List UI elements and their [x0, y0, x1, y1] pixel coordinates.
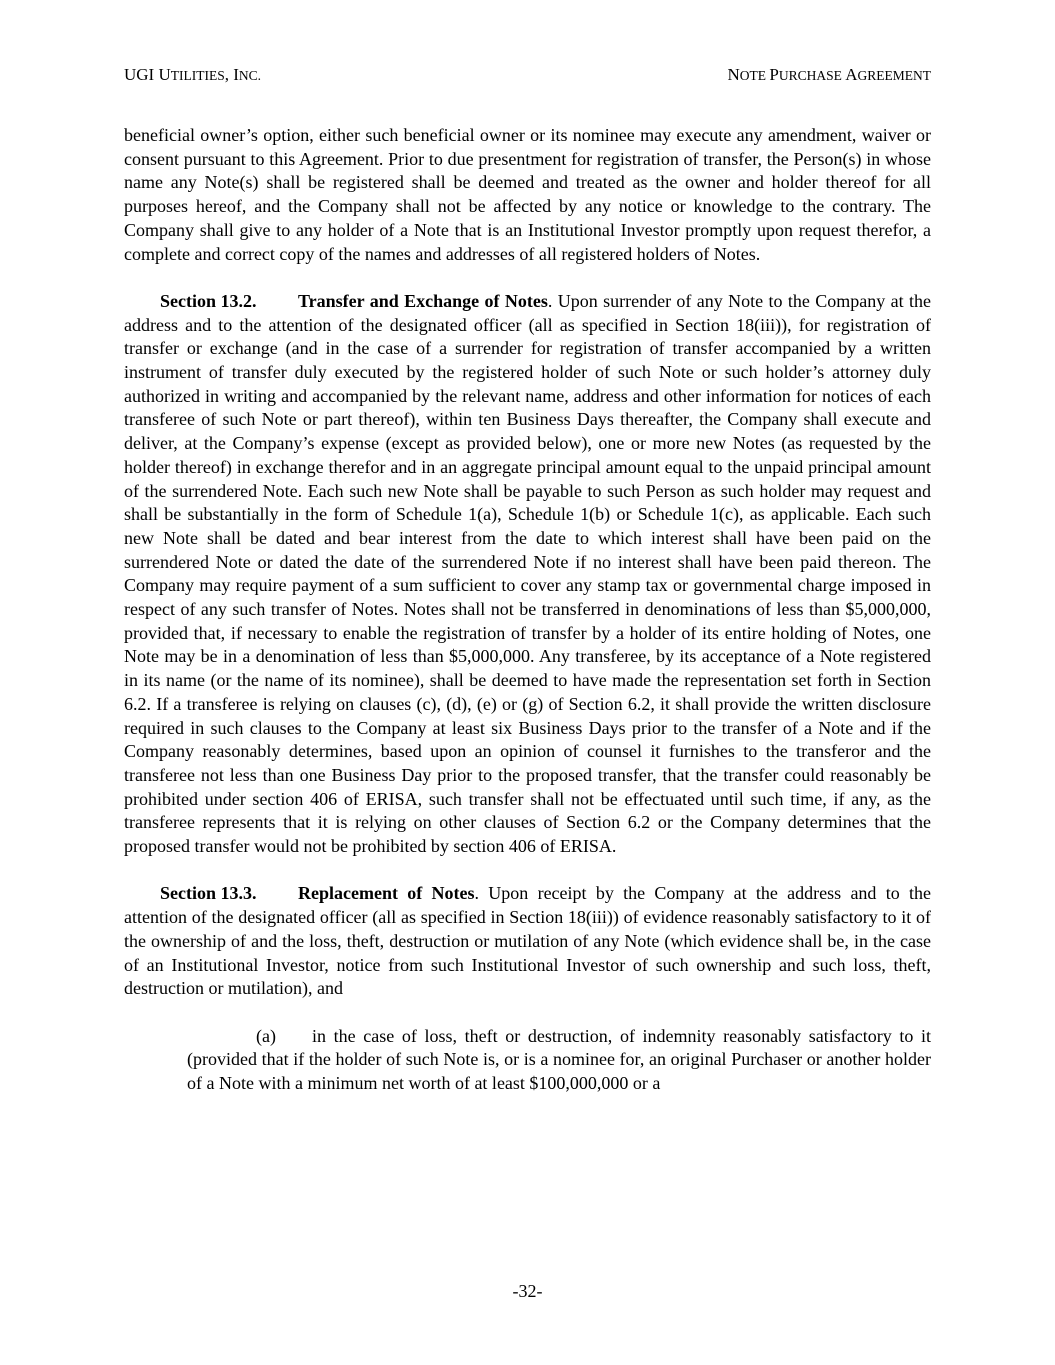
clause-text: in the case of loss, theft or destruction, of indemnity reasonably satisfactory to it (provided that if the holder of such Note is, or is a nominee for, an original Purchaser or another holder of a Note with a minimum net worth of at least $100,000,000 or a	[187, 1025, 931, 1094]
page-number: -32-	[512, 1281, 543, 1301]
section-number: Section 13.2.	[160, 290, 257, 311]
clause-label: (a)	[256, 1025, 276, 1046]
section-title: Replacement of Notes	[298, 883, 475, 904]
section-title: Transfer and Exchange of Notes	[298, 290, 548, 311]
running-header-document-title: NOTE PURCHASE AGREEMENT	[727, 65, 931, 84]
clause-a-paragraph	[124, 1025, 931, 1096]
document-body	[124, 124, 931, 1096]
running-header-company: UGI UTILITIES, INC.	[124, 65, 262, 84]
section-text: . Upon surrender of any Note to the Company at the address and to the attention of the designated officer (all as specified in Section 18(iii)), for registration of transfer or exchange (and in the case of a surrender for registration of transfer accompanied by a written instrument of transfer duly executed by the registered holder of such Note or such holder’s attorney duly authorized in writing and accompanied by the relevant name, address and other information for notices of each transferee of such Note or part thereof), within ten Business Days thereafter, the Company shall execute and deliver, at the Company’s expense (except as provided below), one or more new Notes (as requested by the holder thereof) in exchange therefor and in an aggregate principal amount equal to the unpaid principal amount of the surrendered Note. Each such new Note shall be payable to such Person as such holder may request and shall be substantially in the form of Schedule 1(a), Schedule 1(b) or Schedule 1(c), as applicable. Each such new Note shall be dated and bear interest from the date to which interest shall have been paid on the surrendered Note or dated the date of the surrendered Note if no interest shall have been paid thereon. The Company may require payment of a sum sufficient to cover any stamp tax or governmental charge imposed in respect of any such transfer of Notes. Notes shall not be transferred in denominations of less than $5,000,000, provided that, if necessary to enable the registration of transfer by a holder of its entire holding of Notes, one Note may be in a denomination of less than $5,000,000. Any transferee, by its acceptance of a Note registered in its name (or the name of its nominee), shall be deemed to have made the representation set forth in Section 6.2. If a transferee is relying on clauses (c), (d), (e) or (g) of Section 6.2, it shall provide the written disclosure required in such clauses to the Company at least six Business Days prior to the transfer of a Note and if the Company reasonably determines, based upon an opinion of counsel it furnishes to the transferor and the transferee not less than one Business Day prior to the proposed transfer, that the transfer could reasonably be prohibited under section 406 of ERISA, such transfer shall not be effectuated until such time, if any, as the transferee represents that it is relying on other clauses of Section 6.2 or the Company determines that the proposed transfer would not be prohibited by section 406 of ERISA.	[124, 290, 931, 857]
section-13-3-paragraph	[124, 882, 931, 1001]
continued-paragraph: beneficial owner’s option, either such beneficial owner or its nominee may execute any amendment, waiver or consent pursuant to this Agreement. Prior to due presentment for registration of transfer, the Person(s) in whose name any Note(s) shall be registered shall be deemed and treated as the owner and holder thereof for all purposes hereof, and the Company shall not be affected by any notice or knowledge to the contrary. The Company shall give to any holder of a Note that is an Institutional Investor promptly upon request therefor, a complete and correct copy of the names and addresses of all registered holders of Notes.	[124, 125, 931, 264]
section-13-2-paragraph	[124, 290, 931, 859]
section-number: Section 13.3.	[160, 883, 257, 904]
section-text: . Upon receipt by the Company at the address and to the attention of the designated officer (all as specified in Section 18(iii)) of evidence reasonably satisfactory to it of the ownership of and the loss, theft, destruction or mutilation of any Note (which evidence shall be, in the case of an Institutional Investor, notice from such Institutional Investor of such ownership and such loss, theft, destruction or mutilation), and	[124, 883, 931, 999]
